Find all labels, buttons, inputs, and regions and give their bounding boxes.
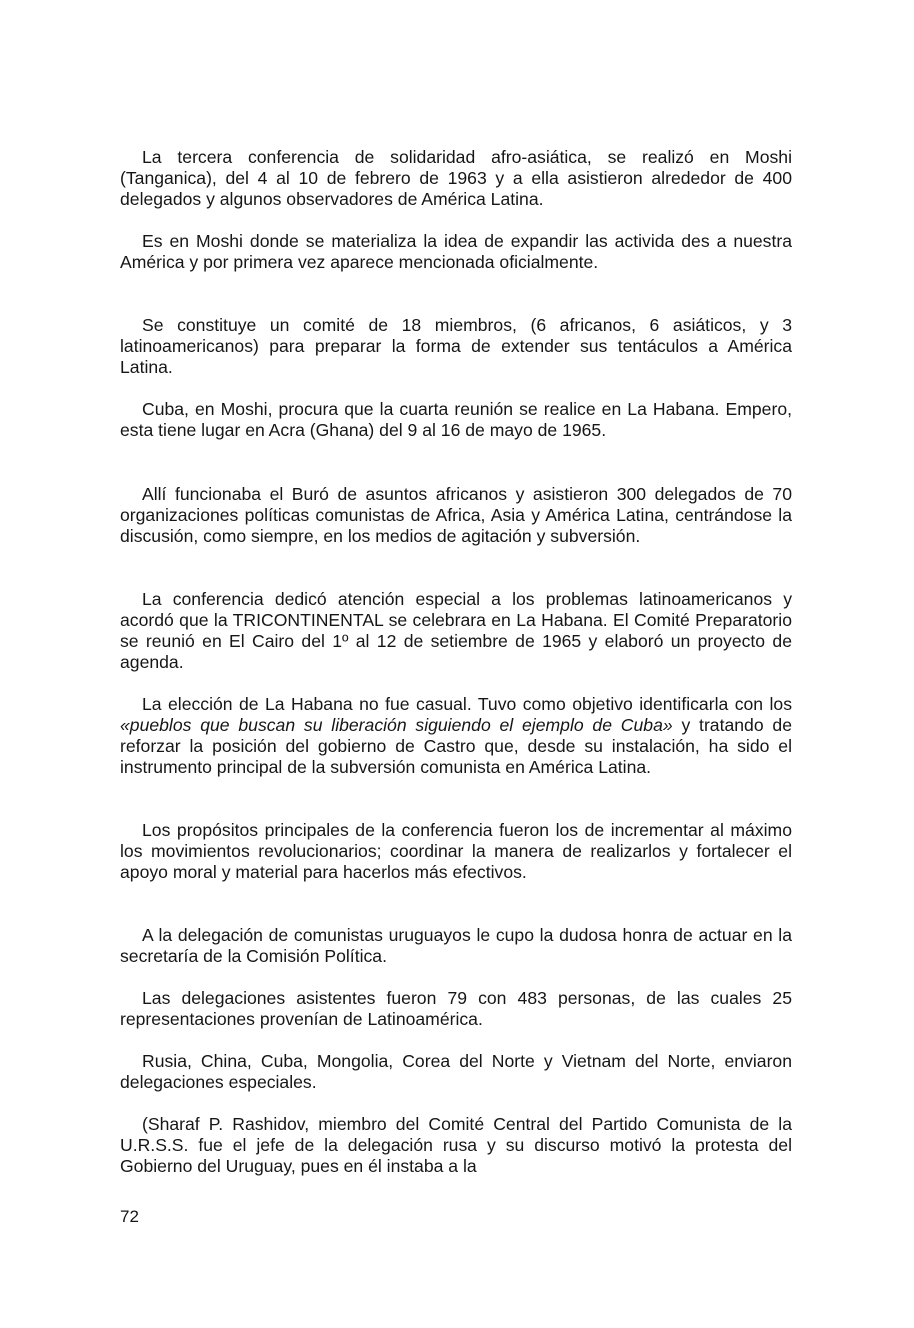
paragraph-text: La tercera conferencia de solidaridad afro-asiática, se realizó en Moshi (Tanganica), del 4 al 10 de febrero de 1963 y a ella asistieron alrededor de 400 delegados y algunos observadores de América Latina. [120,147,792,209]
paragraph-text: Los propósitos principales de la conferencia fueron los de incrementar al máximo los movimientos revolucionarios; coordinar la manera de realizarlos y fortalecer el apoyo moral y material para hacerlos más efectivos. [120,820,792,882]
paragraph-special-delegations [120,1051,792,1093]
paragraph-text: La conferencia dedicó atención especial a los problemas latinoamericanos y acordó que la TRICONTINENTAL se celebrara en La Habana. El Comité Preparatorio se reunió en El Cairo del 1º al 12 de setiembre de 1965 y elaboró un proyecto de agenda. [120,589,792,672]
paragraph-text: Rusia, China, Cuba, Mongolia, Corea del Norte y Vietnam del Norte, enviaron delegaciones especiales. [120,1051,792,1092]
paragraph-rashidov [120,1114,792,1177]
paragraph-text: Las delegaciones asistentes fueron 79 con 483 personas, de las cuales 25 representaciones provenían de Latinoamérica. [120,988,792,1029]
paragraph-text: Se constituye un comité de 18 miembros, (6 africanos, 6 asiáticos, y 3 latinoamericanos) para preparar la forma de extender sus tentáculos a América Latina. [120,315,792,377]
paragraph-conference-purposes [120,820,792,883]
quoted-phrase: «pueblos que buscan su liberación siguiendo el ejemplo de Cuba» [120,715,673,735]
paragraph-text: (Sharaf P. Rashidov, miembro del Comité Central del Partido Comunista de la U.R.S.S. fue el jefe de la delegación rusa y su discurso motivó la protesta del Gobierno del Uruguay, pues en él instaba a la [120,1114,792,1176]
paragraph-text: Es en Moshi donde se materializa la idea de expandir las activida des a nuestra América y por primera vez aparece mencionada oficialmente. [120,231,792,272]
paragraph-delegation-count [120,988,792,1030]
paragraph-tricontinental [120,589,792,673]
paragraph-text: Allí funcionaba el Buró de asuntos africanos y asistieron 300 delegados de 70 organizaciones políticas comunistas de Africa, Asia y América Latina, centrándose la discusión, como siempre, en los medios de agitación y subversión. [120,484,792,546]
paragraph-havana-choice [120,694,792,778]
paragraph-cuba-acra [120,399,792,441]
paragraph-committee [120,315,792,378]
paragraph-text: Cuba, en Moshi, procura que la cuarta reunión se realice en La Habana. Empero, esta tiene lugar en Acra (Ghana) del 9 al 16 de mayo de 1965. [120,399,792,440]
paragraph-uruguayan-delegation [120,925,792,967]
paragraph-text-after-quote: y tratando de reforzar la posición del gobierno de Castro que, desde su instalación, ha sido el instrumento principal de la subversión comunista en América Latina. [120,715,792,777]
paragraph-african-bureau [120,484,792,547]
paragraph-text: A la delegación de comunistas uruguayos le cupo la dudosa honra de actuar en la secretaría de la Comisión Política. [120,925,792,966]
paragraph-text-before-quote: La elección de La Habana no fue casual. Tuvo como objetivo identificarla con los [142,694,792,714]
page-number: 72 [120,1207,139,1226]
paragraph-moshi-conference [120,147,792,210]
paragraph-expansion-idea [120,231,792,273]
